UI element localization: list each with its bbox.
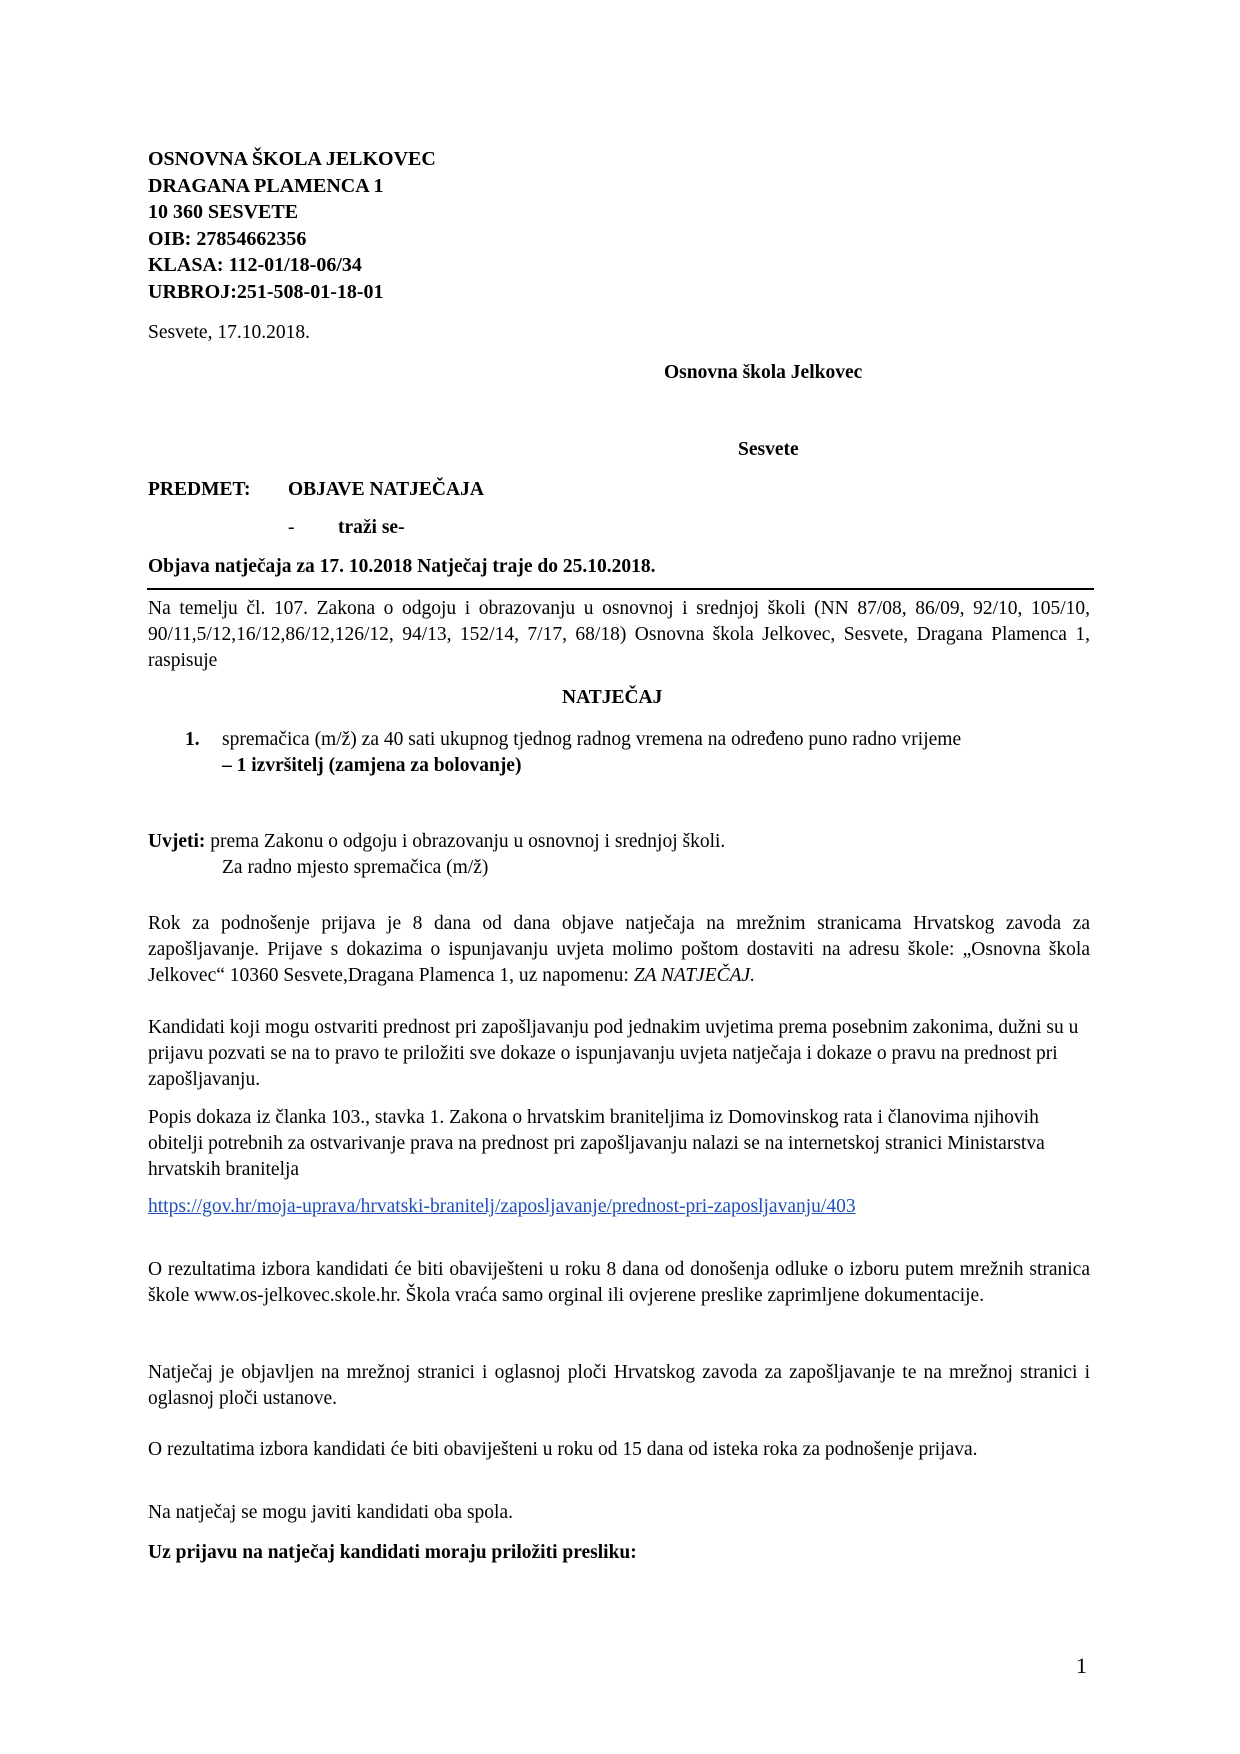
- position-detail: – 1 izvršitelj (zamjena za bolovanje): [222, 755, 522, 776]
- recipient-name: Osnovna škola Jelkovec: [664, 362, 863, 383]
- subject-label: PREDMET:: [148, 479, 251, 500]
- published-paragraph: Natječaj je objavljen na mrežnoj stranici i oglasnoj ploči Hrvatskog zavoda za zapošljavanje te na mrežnoj stranici i oglasnoj ploči ustanove.: [148, 1362, 1090, 1409]
- position-text: spremačica (m/ž) za 40 sati ukupnog tjednog radnog vremena na određeno puno radno vrijeme: [222, 729, 962, 750]
- horizontal-rule: [147, 588, 1094, 590]
- attachments-heading: Uz prijavu na natječaj kandidati moraju priložiti presliku:: [148, 1542, 637, 1563]
- subject-sub: traži se-: [338, 517, 405, 538]
- conditions-label: Uvjeti:: [148, 831, 206, 852]
- school-oib: OIB: 27854662356: [148, 227, 307, 250]
- conditions-line: [148, 829, 725, 855]
- urbroj-number: URBROJ:251-508-01-18-01: [148, 280, 384, 303]
- branitelji-link[interactable]: https://gov.hr/moja-uprava/hrvatski-branitelj/zaposljavanje/prednost-pri-zaposljavanju/403: [148, 1196, 856, 1217]
- subject-dash: -: [288, 517, 295, 538]
- natjecaj-heading: NATJEČAJ: [562, 687, 663, 708]
- deadline-note: ZA NATJEČAJ.: [633, 965, 756, 986]
- conditions-line-2: Za radno mjesto spremačica (m/ž): [222, 857, 489, 878]
- klasa-number: KLASA: 112-01/18-06/34: [148, 254, 362, 276]
- proof-paragraph: Popis dokaza iz članka 103., stavka 1. Zakona o hrvatskim braniteljima iz Domovinskog rata i članovima njihovih obitelji potrebnih za ostvarivanje prava na prednost pri zapošljavanju nalazi se na internetskoj stranici Ministarstva hrvatskih branitelja: [148, 1107, 1045, 1180]
- school-street: DRAGANA PLAMENCA 1: [148, 174, 384, 197]
- announcement-line: Objava natječaja za 17. 10.2018 Natječaj traje do 25.10.2018.: [148, 556, 656, 577]
- conditions-text: prema Zakonu o odgoju i obrazovanju u osnovnoj i srednjoj školi.: [205, 831, 726, 852]
- priority-paragraph: Kandidati koji mogu ostvariti prednost pri zapošljavanju pod jednakim uvjetima prema posebnim zakonima, dužni su u prijavu pozvati se na to pravo te priložiti sve dokaze o ispunjavanju uvjeta natječaja i dokaze o pravu na prednost pri zapošljavanju.: [148, 1017, 1079, 1090]
- subject-title: OBJAVE NATJEČAJA: [288, 479, 484, 500]
- school-name: OSNOVNA ŠKOLA JELKOVEC: [148, 148, 436, 170]
- recipient-city: Sesvete: [738, 439, 799, 460]
- position-number: 1.: [185, 729, 200, 750]
- date-place: Sesvete, 17.10.2018.: [148, 322, 310, 343]
- page-number: 1: [1076, 1653, 1087, 1678]
- results-paragraph-2: O rezultatima izbora kandidati će biti obaviješteni u roku od 15 dana od isteka roka za podnošenje prijava.: [148, 1439, 978, 1460]
- results-paragraph-1: O rezultatima izbora kandidati će biti obaviješteni u roku 8 dana od donošenja odluke o izboru putem mrežnih stranica škole www.os-jelkovec.skole.hr. Škola vraća samo orginal ili ovjerene preslike zaprimljene dokumentacije.: [148, 1259, 1090, 1306]
- school-city: 10 360 SESVETE: [148, 201, 299, 223]
- deadline-text: Rok za podnošenje prijava je 8 dana od dana objave natječaja na mrežnim stranicama Hrvatskog zavoda za zapošljavanje. Prijave s dokazima o ispunjavanju uvjeta molimo poštom dostaviti na adresu škole: „Osnovna škola Jelkovec“ 10360 Sesvete,Dragana Plamenca 1, uz napomenu:: [148, 913, 1090, 986]
- intro-paragraph: Na temelju čl. 107. Zakona o odgoju i obrazovanju u osnovnoj i srednjoj školi (NN 87/08, 86/09, 92/10, 105/10, 90/11,5/12,16/12,86/12,126/12, 94/13, 152/14, 7/17, 68/18) Osnovna škola Jelkovec, Sesvete, Dragana Plamenca 1, raspisuje: [148, 598, 1090, 671]
- deadline-paragraph: [148, 911, 1090, 989]
- school-header: [148, 146, 436, 305]
- both-genders-note: Na natječaj se mogu javiti kandidati oba spola.: [148, 1502, 513, 1523]
